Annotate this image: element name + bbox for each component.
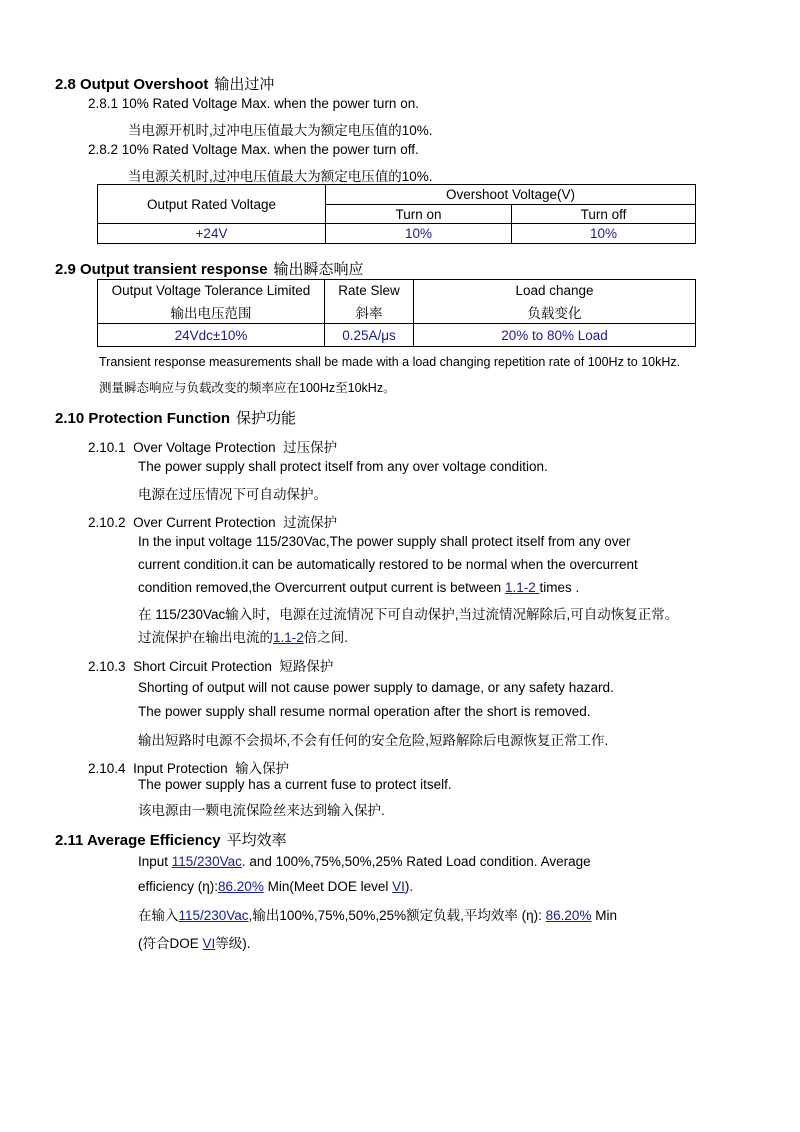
text: 在输入 xyxy=(138,908,179,923)
doe-level-link-cn[interactable]: VI xyxy=(202,936,216,951)
ovp-line-1: The power supply shall protect itself from any over voltage condition. xyxy=(138,459,548,474)
cell-load-change: 20% to 80% Load xyxy=(414,324,696,347)
efficiency-value-link[interactable]: 86.20% xyxy=(218,879,264,894)
efficiency-line-1 xyxy=(138,854,591,869)
scp-line-3-cn: 输出短路时电源不会损坏,不会有任何的安全危险,短路解除后电源恢复正常工作. xyxy=(138,733,609,748)
scp-line-2: The power supply shall resume normal operation after the short is removed. xyxy=(138,704,591,719)
ovp-line-1-cn: 电源在过压情况下可自动保护。 xyxy=(138,487,327,502)
heading-text: 2.10 Protection Function xyxy=(55,410,231,427)
header-load-change: Load change xyxy=(414,280,696,302)
heading-text-cn: 平均效率 xyxy=(226,832,287,849)
section-2-9-heading xyxy=(55,258,364,279)
item-title-cn: 输入保护 xyxy=(235,761,290,776)
text: Min(Meet DOE level xyxy=(263,879,393,894)
text: (符合DOE xyxy=(138,936,203,951)
ocp-ratio-link[interactable]: 1.1-2 xyxy=(504,580,540,595)
text: Min xyxy=(591,908,617,923)
cell-tolerance: 24Vdc±10% xyxy=(98,324,325,347)
heading-text-cn: 输出过冲 xyxy=(214,76,275,93)
item-number: 2.10.2 xyxy=(88,515,126,530)
heading-text: 2.9 Output transient response xyxy=(55,261,268,278)
header-tolerance: Output Voltage Tolerance Limited xyxy=(98,280,325,302)
item-2-10-1-heading xyxy=(88,436,337,456)
ocp-ratio-link-cn[interactable]: 1.1-2 xyxy=(273,630,304,645)
transient-note: Transient response measurements shall be made with a load changing repetition rate of 100Hz to 10kHz. xyxy=(99,355,681,369)
text: ). xyxy=(404,879,414,894)
header-load-change-cn: 负载变化 xyxy=(414,302,696,324)
ip-line-2-cn: 该电源由一颗电流保险丝来达到输入保护. xyxy=(138,803,385,818)
item-2-8-2: 2.8.2 10% Rated Voltage Max. when the power turn off. xyxy=(88,142,419,157)
ocp-line-2: current condition.it can be automatically restored to be normal when the overcurrent xyxy=(138,557,638,572)
ocp-line-1: In the input voltage 115/230Vac,The power supply shall protect itself from any over xyxy=(138,534,631,549)
section-2-10-heading xyxy=(55,407,296,428)
doe-level-link[interactable]: VI xyxy=(392,879,405,894)
item-title: Over Voltage Protection xyxy=(133,440,276,455)
input-voltage-link[interactable]: 115/230Vac xyxy=(171,854,242,869)
text: 过流保护在输出电流的 xyxy=(138,630,273,645)
item-2-10-3-heading xyxy=(88,655,333,675)
efficiency-line-4-cn xyxy=(138,932,251,952)
cell-rated-voltage: +24V xyxy=(98,224,326,244)
item-number: 2.10.1 xyxy=(88,440,126,455)
ocp-line-5-cn xyxy=(138,626,348,646)
section-2-8-heading xyxy=(55,73,274,94)
text: times . xyxy=(539,580,580,595)
scp-line-1: Shorting of output will not cause power supply to damage, or any safety hazard. xyxy=(138,680,614,695)
input-voltage-link-cn[interactable]: 115/230Vac xyxy=(178,908,249,923)
heading-text-cn: 保护功能 xyxy=(236,410,297,427)
transient-table xyxy=(97,279,696,347)
item-2-8-1: 2.8.1 10% Rated Voltage Max. when the power turn on. xyxy=(88,96,419,111)
text: Input xyxy=(138,854,172,869)
header-overshoot-voltage: Overshoot Voltage(V) xyxy=(326,185,696,205)
item-title-cn: 短路保护 xyxy=(279,659,334,674)
ocp-line-3 xyxy=(138,580,579,595)
text: ,输出100%,75%,50%,25%额定负载,平均效率 (η): xyxy=(248,908,546,923)
text: 倍之间. xyxy=(303,630,349,645)
efficiency-line-3-cn xyxy=(138,904,617,924)
heading-text: 2.8 Output Overshoot xyxy=(55,76,209,93)
item-number: 2.10.3 xyxy=(88,659,126,674)
efficiency-value-link-cn[interactable]: 86.20% xyxy=(545,908,592,923)
header-turn-off: Turn off xyxy=(512,205,696,224)
header-rate-slew: Rate Slew xyxy=(325,280,414,302)
text: . and 100%,75%,50%,25% Rated Load condition. Average xyxy=(241,854,591,869)
header-turn-on: Turn on xyxy=(326,205,512,224)
text: 等级). xyxy=(215,936,251,951)
item-title: Short Circuit Protection xyxy=(133,659,272,674)
item-title-cn: 过流保护 xyxy=(283,515,338,530)
cell-turn-off: 10% xyxy=(512,224,696,244)
header-rate-slew-cn: 斜率 xyxy=(325,302,414,324)
heading-text: 2.11 Average Efficiency xyxy=(55,832,221,849)
item-2-10-4-heading xyxy=(88,757,289,777)
table-row xyxy=(98,324,696,347)
cell-rate-slew: 0.25A/μs xyxy=(325,324,414,347)
transient-note-cn: 测量瞬态响应与负载改变的频率应在100Hz至10kHz。 xyxy=(99,381,396,395)
header-tolerance-cn: 输出电压范围 xyxy=(98,302,325,324)
text: efficiency (η): xyxy=(138,879,219,894)
efficiency-line-2 xyxy=(138,879,413,894)
header-output-rated-voltage: Output Rated Voltage xyxy=(98,185,326,224)
item-2-10-2-heading xyxy=(88,511,337,531)
item-title: Over Current Protection xyxy=(133,515,276,530)
table-row xyxy=(98,224,696,244)
cell-turn-on: 10% xyxy=(326,224,512,244)
heading-text-cn: 输出瞬态响应 xyxy=(273,261,364,278)
ip-line-1: The power supply has a current fuse to protect itself. xyxy=(138,777,452,792)
item-title-cn: 过压保护 xyxy=(283,440,338,455)
item-title: Input Protection xyxy=(133,761,228,776)
item-number: 2.10.4 xyxy=(88,761,126,776)
item-2-8-1-cn: 当电源开机时,过冲电压值最大为额定电压值的10%. xyxy=(128,123,433,138)
item-2-8-2-cn: 当电源关机时,过冲电压值最大为额定电压值的10%. xyxy=(128,169,433,184)
ocp-line-4-cn: 在 115/230Vac输入时，电源在过流情况下可自动保护,当过流情况解除后,可自动恢复正常。 xyxy=(138,607,679,622)
text: condition removed,the Overcurrent output current is between xyxy=(138,580,505,595)
section-2-11-heading xyxy=(55,829,287,850)
overshoot-table xyxy=(97,184,696,244)
